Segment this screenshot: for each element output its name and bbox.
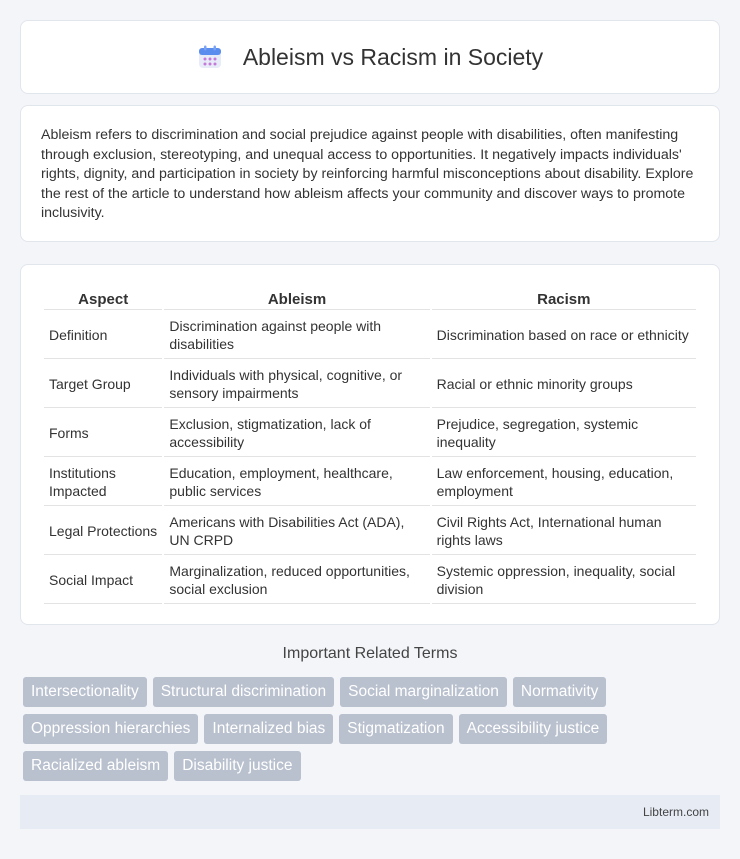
row-aspect: Definition [44, 312, 162, 359]
row-racism: Discrimination based on race or ethnicity [432, 312, 696, 359]
related-terms-title: Important Related Terms [282, 645, 458, 662]
header-racism: Racism [432, 287, 696, 310]
row-aspect: Legal Protections [44, 508, 162, 555]
table-row [44, 508, 696, 555]
header-ableism: Ableism [164, 287, 429, 310]
row-racism: Prejudice, segregation, systemic inequality [432, 410, 696, 457]
tag-normativity[interactable]: Normativity [513, 677, 607, 707]
table-row [44, 557, 696, 604]
tag-intersectionality[interactable]: Intersectionality [23, 677, 147, 707]
page-title: Ableism vs Racism in Society [242, 43, 544, 70]
row-racism: Systemic oppression, inequality, social division [432, 557, 696, 604]
header-aspect: Aspect [44, 287, 162, 310]
table-row [44, 410, 696, 457]
footer [20, 795, 720, 829]
row-ableism: Discrimination against people with disabilities [164, 312, 429, 359]
table-row [44, 312, 696, 359]
tag-disability-justice[interactable]: Disability justice [174, 751, 300, 781]
row-ableism: Americans with Disabilities Act (ADA), UN CRPD [164, 508, 429, 555]
table-row [44, 361, 696, 408]
row-aspect: Forms [44, 410, 162, 457]
calendar-icon [197, 44, 223, 70]
tag-structural-discrimination[interactable]: Structural discrimination [153, 677, 334, 707]
comparison-table [42, 285, 698, 606]
row-ableism: Marginalization, reduced opportunities, social exclusion [164, 557, 429, 604]
table-row [44, 459, 696, 506]
tag-oppression-hierarchies[interactable]: Oppression hierarchies [23, 714, 198, 744]
tag-racialized-ableism[interactable]: Racialized ableism [23, 751, 168, 781]
table-header-row [44, 287, 696, 310]
row-aspect: Target Group [44, 361, 162, 408]
intro-card [20, 105, 720, 242]
row-ableism: Education, employment, healthcare, public services [164, 459, 429, 506]
row-aspect: Institutions Impacted [44, 459, 162, 506]
row-aspect: Social Impact [44, 557, 162, 604]
related-terms-list [23, 677, 723, 788]
row-racism: Racial or ethnic minority groups [432, 361, 696, 408]
row-ableism: Individuals with physical, cognitive, or sensory impairments [164, 361, 429, 408]
footer-brand[interactable]: Libterm.com [642, 805, 709, 819]
tag-stigmatization[interactable]: Stigmatization [339, 714, 452, 744]
row-ableism: Exclusion, stigmatization, lack of accessibility [164, 410, 429, 457]
page-header [20, 20, 720, 94]
row-racism: Law enforcement, housing, education, employment [432, 459, 696, 506]
tag-social-marginalization[interactable]: Social marginalization [340, 677, 507, 707]
row-racism: Civil Rights Act, International human rights laws [432, 508, 696, 555]
tag-internalized-bias[interactable]: Internalized bias [204, 714, 333, 744]
comparison-card [20, 264, 720, 625]
tag-accessibility-justice[interactable]: Accessibility justice [459, 714, 608, 744]
intro-text: Ableism refers to discrimination and social prejudice against people with disabilities, often manifesting through exclusion, stereotyping, and unequal access to opportunities. It negatively impacts individuals' rights, dignity, and participation in society by reinforcing harmful misconceptions about disability. Explore the rest of the article to understand how ableism affects your community and discover ways to promote inclusivity. [41, 127, 694, 222]
